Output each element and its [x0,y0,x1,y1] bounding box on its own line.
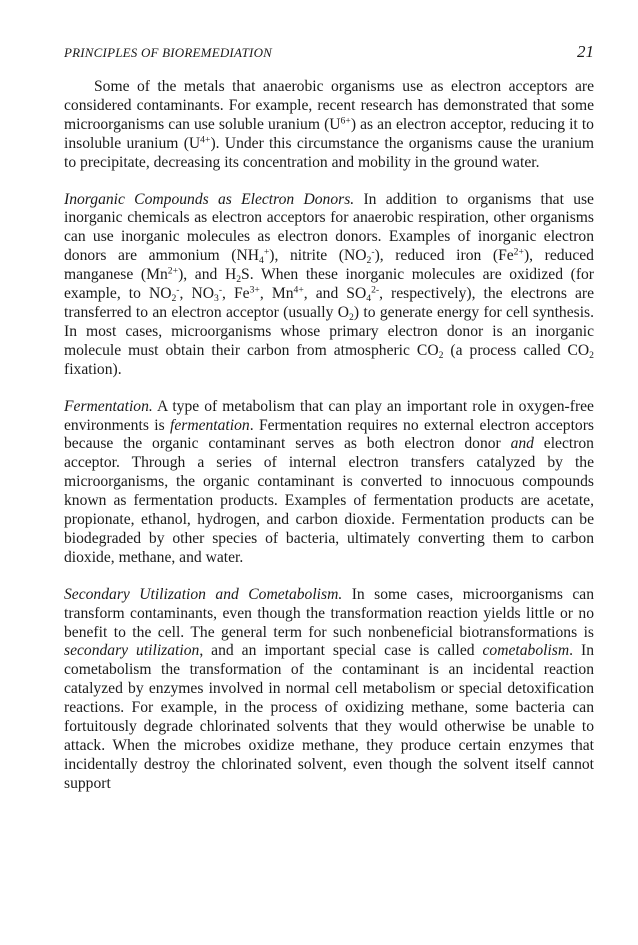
running-title: PRINCIPLES OF BIOREMEDIATION [64,45,273,60]
paragraph-inorganic-donors [64,191,594,380]
section-lead-cometabolism: Secondary Utilization and Cometabolism. [64,585,343,603]
paragraph-body: Some of the metals that anaerobic organisms use as electron acceptors are considered contaminants. For example, recent research has demonstrated that some microorganisms can use soluble uranium $(U^{6+})$ as an electron acceptor, reducing it to insoluble uranium $(U^{4+})$. Under this circumstance the organisms cause the uranium to precipitate, decreasing its concentration and mobility in the ground water. [64,78,594,171]
paragraph-body: In some cases, microorganisms can transform contaminants, even though the transformation reaction yields little or no benefit to the cell. The general term for such nonbeneficial biotransformations is secondary utilization, and an important special case is called cometabolism. In cometabolism the transformation of the contaminant is an incidental reaction catalyzed by enzymes involved in normal cell metabolism or special detoxification reactions. For example, in the process of oxidizing methane, some bacteria can fortuitously degrade chlorinated solvents that they would otherwise be unable to attack. When the microbes oxidize methane, they produce certain enzymes that incidentally destroy the chlorinated solvent, even though the solvent itself cannot support [64,585,594,792]
section-lead-inorganic-donors: Inorganic Compounds as Electron Donors. [64,190,355,208]
paragraph-fermentation [64,398,594,568]
paragraph-body: A type of metabolism that can play an important role in oxygen-free environments is fermentation. Fermentation requires no external electron acceptors because the organic contaminant serves as both electron donor and electron acceptor. Through a series of internal electron transfers catalyzed by the microorganisms, the organic contaminant is converted to innocuous compounds known as fermentation products. Examples of fermentation products are acetate, propionate, ethanol, hydrogen, and carbon dioxide. Fermentation products can be biodegraded by other species of bacteria, ultimately converting them to carbon dioxide, methane, and water. [64,397,594,566]
paragraph-cometabolism [64,586,594,794]
page-number: 21 [577,42,594,61]
paragraph-body: In addition to organisms that use inorganic chemicals as electron acceptors for anaerobic respiration, other organisms can use inorganic molecules as electron donors. Examples of inorganic electron donors are ammonium $(NH_4^+)$, nitrite $(NO_2^-)$, reduced iron $(Fe^{2+})$, reduced manganese $(Mn^{2+})$, and $H_2S$. When these inorganic molecules are oxidized (for example, to $NO_2^-$, $NO_3^-$, $Fe^{3+}$, $Mn^{4+}$, and $SO_4^{2-}$, respectively), the electrons are transferred to an electron acceptor (usually $O_2$) to generate energy for cell synthesis. In most cases, microorganisms whose primary electron donor is an inorganic molecule must obtain their carbon from atmospheric $CO_2$ (a process called $CO_2$ fixation). [64,190,595,378]
section-lead-fermentation: Fermentation. [64,397,153,415]
running-head [64,42,594,62]
paragraph-metals [64,78,594,173]
